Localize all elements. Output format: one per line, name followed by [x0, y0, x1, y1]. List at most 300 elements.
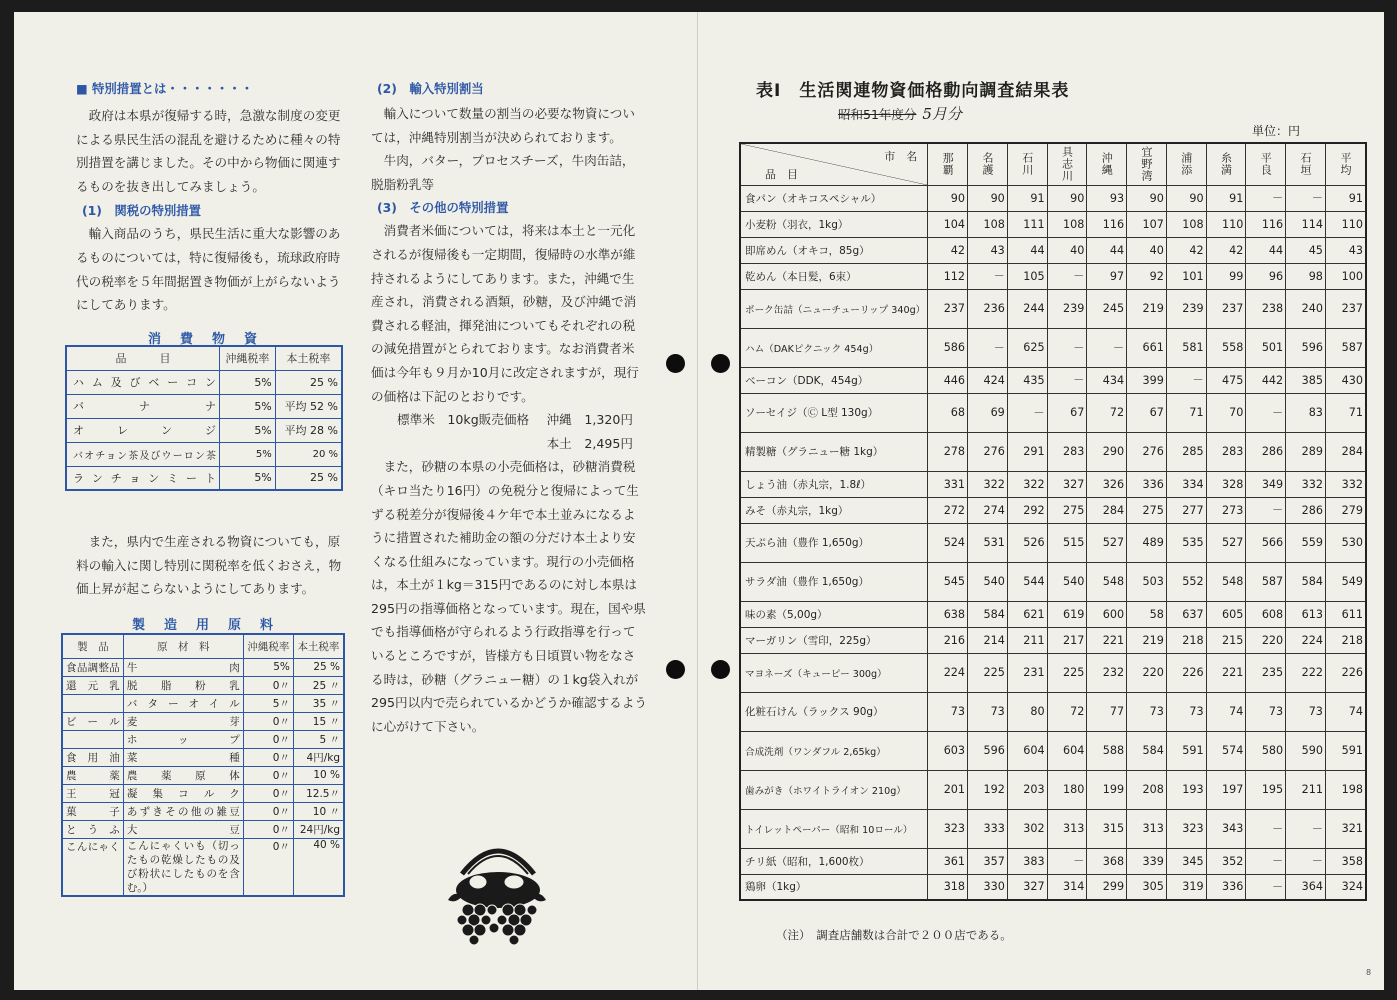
city-header: 石垣 — [1286, 143, 1326, 185]
price-cell: 358 — [1325, 848, 1366, 874]
price-cell: 43 — [968, 237, 1008, 263]
price-cell: 586 — [928, 328, 968, 367]
left-column-1 — [76, 78, 352, 317]
grape-basket-illustration — [442, 830, 554, 952]
price-cell: 285 — [1166, 432, 1206, 471]
price-cell: 67 — [1047, 393, 1087, 432]
price-cell: 108 — [1047, 211, 1087, 237]
city-header: 那覇 — [928, 143, 968, 185]
table1-title: 消 費 物 資 — [147, 332, 260, 347]
price-row — [740, 848, 1366, 874]
item-name-cell: ポーク缶詰（ニューチューリップ 340g） — [740, 289, 928, 328]
price-table-subtitle — [838, 103, 962, 124]
price-cell: － — [1286, 848, 1326, 874]
t2-row — [62, 748, 344, 766]
t2-material-cell: 大豆 — [123, 820, 243, 838]
t2-okinawa-rate-cell: 5〃 — [243, 694, 293, 712]
t2-product-cell: 王冠 — [62, 784, 123, 802]
price-cell: 226 — [1325, 653, 1366, 692]
item-name-cell: みそ（赤丸宗，1kg） — [740, 497, 928, 523]
price-cell: 526 — [1007, 523, 1047, 562]
binder-hole — [711, 354, 730, 373]
t1-item-cell: ランチョンミート — [66, 466, 219, 490]
price-cell: 549 — [1325, 562, 1366, 601]
price-cell: 45 — [1286, 237, 1326, 263]
price-cell: 323 — [1166, 809, 1206, 848]
price-cell: 44 — [1007, 237, 1047, 263]
price-cell: 290 — [1087, 432, 1127, 471]
subsection-1-title: (1) 関税の特別措置 — [82, 203, 202, 219]
city-header: 平良 — [1246, 143, 1286, 185]
t2-row — [62, 712, 344, 730]
left-column-2 — [371, 78, 647, 738]
price-cell: 70 — [1206, 393, 1246, 432]
price-cell: 73 — [1246, 692, 1286, 731]
t2-product-cell: ビール — [62, 712, 123, 730]
subsection-3-title: (3) その他の特別措置 — [377, 200, 509, 216]
price-row — [740, 211, 1366, 237]
city-header: 糸満 — [1206, 143, 1246, 185]
price-cell: 587 — [1246, 562, 1286, 601]
price-cell: － — [1246, 393, 1286, 432]
t2-row — [62, 802, 344, 820]
price-cell: 275 — [1127, 497, 1167, 523]
handwritten-month: 5月分 — [922, 105, 962, 123]
price-cell: 584 — [1286, 562, 1326, 601]
t1-hondo-rate-cell: 25 % — [275, 370, 342, 394]
t1-hondo-rate-cell: 25 % — [275, 466, 342, 490]
price-cell: 604 — [1047, 731, 1087, 770]
price-cell: 40 — [1047, 237, 1087, 263]
price-cell: 368 — [1087, 848, 1127, 874]
price-cell: 221 — [1206, 653, 1246, 692]
price-cell: 339 — [1127, 848, 1167, 874]
price-row — [740, 653, 1366, 692]
price-cell: 90 — [1127, 185, 1167, 211]
price-cell: 217 — [1047, 627, 1087, 653]
price-cell: 104 — [928, 211, 968, 237]
t2-product-cell — [62, 694, 123, 712]
price-cell: 73 — [1127, 692, 1167, 731]
t2-row — [62, 694, 344, 712]
t2-hondo-rate-cell: 15 〃 — [293, 712, 344, 730]
price-cell: 361 — [928, 848, 968, 874]
t2-material-cell: 農薬原体 — [123, 766, 243, 784]
domestic-materials-text: また，県内で生産される物資についても，原料の輸入に関し特別に関税率を低くおさえ，物価上昇が起こらないようにしてあります。 — [76, 534, 342, 597]
price-cell: 225 — [968, 653, 1008, 692]
left-column-1-middle — [76, 530, 352, 601]
t1-row — [66, 394, 342, 418]
price-cell: 279 — [1325, 497, 1366, 523]
price-cell: 237 — [1325, 289, 1366, 328]
price-cell: 545 — [928, 562, 968, 601]
price-cell: 313 — [1047, 809, 1087, 848]
price-cell: 638 — [928, 601, 968, 627]
price-cell: 274 — [968, 497, 1008, 523]
t2-material-cell: バターオイル — [123, 694, 243, 712]
price-cell: 77 — [1087, 692, 1127, 731]
t2-product-cell: こんにゃく — [62, 838, 123, 896]
t2-row — [62, 676, 344, 694]
t1-row — [66, 418, 342, 442]
binder-hole — [711, 660, 730, 679]
price-cell: 116 — [1087, 211, 1127, 237]
t2-hondo-rate-cell: 40 % — [293, 838, 344, 896]
sugar-price-text: また，砂糖の本県の小売価格は，砂糖消費税（キロ当たり16円）の免税分と復帰によって生ずる税差分が復帰後４ケ年で本土並みになるように措置された補助金の額の分だけ本土より安くなる仕組みになっています。現行の小売価格は，本土が１kg＝315円であるのに対し本県は295円の指導価格となっています。現在，国や県でも指導価格が守られるよう行政指導を行っているところですが，皆様方も日頃買い物をなさる時は，砂糖（グラニュー糖）の１kg袋入れが295円以内で売られているかどうか確認するように心がけて下さい。 — [371, 459, 647, 734]
price-cell: － — [1047, 367, 1087, 393]
price-cell: 73 — [1166, 692, 1206, 731]
t2-row — [62, 838, 344, 896]
price-cell: 224 — [1286, 627, 1326, 653]
price-cell: 591 — [1325, 731, 1366, 770]
t2-okinawa-rate-cell: 0〃 — [243, 802, 293, 820]
item-name-cell: 小麦粉（羽衣，1kg） — [740, 211, 928, 237]
price-row — [740, 185, 1366, 211]
price-cell: 336 — [1206, 874, 1246, 900]
price-cell: 284 — [1087, 497, 1127, 523]
price-cell: 90 — [968, 185, 1008, 211]
t2-row — [62, 658, 344, 676]
price-cell: 108 — [968, 211, 1008, 237]
price-cell: 215 — [1206, 627, 1246, 653]
price-cell: 211 — [1286, 770, 1326, 809]
price-cell: 527 — [1206, 523, 1246, 562]
price-cell: 272 — [928, 497, 968, 523]
t2-product-cell: 農薬 — [62, 766, 123, 784]
city-header: 石川 — [1007, 143, 1047, 185]
t2-header-product: 製 品 — [62, 634, 123, 658]
price-cell: 80 — [1007, 692, 1047, 731]
price-cell: － — [1246, 185, 1286, 211]
price-table-title: 表Ⅰ 生活関連物資価格動向調査結果表 — [756, 81, 1070, 101]
price-cell: 90 — [1166, 185, 1206, 211]
price-cell: 323 — [928, 809, 968, 848]
t2-material-cell: 脱脂粉乳 — [123, 676, 243, 694]
t2-row — [62, 784, 344, 802]
price-cell: 424 — [968, 367, 1008, 393]
price-cell: 524 — [928, 523, 968, 562]
price-cell: 42 — [1166, 237, 1206, 263]
price-cell: 69 — [968, 393, 1008, 432]
t2-hondo-rate-cell: 25 % — [293, 658, 344, 676]
binder-hole — [666, 660, 685, 679]
page-number: 8 — [1366, 968, 1372, 977]
city-header: 具志川 — [1047, 143, 1087, 185]
item-name-cell: 味の素（5,00g） — [740, 601, 928, 627]
price-cell: 111 — [1007, 211, 1047, 237]
price-cell: 237 — [1206, 289, 1246, 328]
price-cell: 283 — [1047, 432, 1087, 471]
price-cell: 289 — [1286, 432, 1326, 471]
t2-hondo-rate-cell: 24円/kg — [293, 820, 344, 838]
rice-price-okinawa: 沖縄 1,320円 — [546, 412, 633, 428]
price-cell: 608 — [1246, 601, 1286, 627]
price-cell: 327 — [1007, 874, 1047, 900]
t1-item-cell: バナナ — [66, 394, 219, 418]
price-row — [740, 471, 1366, 497]
price-cell: 43 — [1325, 237, 1366, 263]
city-header: 平均 — [1325, 143, 1366, 185]
t2-hondo-rate-cell: 12.5〃 — [293, 784, 344, 802]
price-cell: 286 — [1286, 497, 1326, 523]
price-cell: 73 — [968, 692, 1008, 731]
price-cell: 97 — [1087, 263, 1127, 289]
price-cell: 501 — [1246, 328, 1286, 367]
price-cell: 222 — [1286, 653, 1326, 692]
price-cell: 100 — [1325, 263, 1366, 289]
t2-material-cell: 凝集コルク — [123, 784, 243, 802]
price-cell: 273 — [1206, 497, 1246, 523]
price-cell: 503 — [1127, 562, 1167, 601]
t2-hondo-rate-cell: 10 % — [293, 766, 344, 784]
price-cell: 244 — [1007, 289, 1047, 328]
price-cell: 328 — [1206, 471, 1246, 497]
t2-row — [62, 820, 344, 838]
t2-material-cell: 菜種 — [123, 748, 243, 766]
price-cell: 625 — [1007, 328, 1047, 367]
price-cell: 604 — [1007, 731, 1047, 770]
price-cell: 203 — [1007, 770, 1047, 809]
t2-product-cell: とうふ — [62, 820, 123, 838]
price-cell: 72 — [1047, 692, 1087, 731]
price-cell: 314 — [1047, 874, 1087, 900]
price-cell: 221 — [1087, 627, 1127, 653]
price-cell: 193 — [1166, 770, 1206, 809]
price-cell: 322 — [968, 471, 1008, 497]
subsection-2-title: (2) 輸入特別割当 — [377, 81, 484, 96]
t1-okinawa-rate-cell: 5% — [219, 370, 275, 394]
price-cell: 220 — [1127, 653, 1167, 692]
item-name-cell: 化粧石けん（ラックス 90g） — [740, 692, 928, 731]
price-cell: 584 — [968, 601, 1008, 627]
t2-okinawa-rate-cell: 0〃 — [243, 676, 293, 694]
price-cell: 558 — [1206, 328, 1246, 367]
price-row — [740, 627, 1366, 653]
price-cell: 580 — [1246, 731, 1286, 770]
price-cell: 91 — [1206, 185, 1246, 211]
price-row — [740, 289, 1366, 328]
price-cell: 198 — [1325, 770, 1366, 809]
price-cell: 208 — [1127, 770, 1167, 809]
price-cell: 544 — [1007, 562, 1047, 601]
price-cell: 72 — [1087, 393, 1127, 432]
price-cell: 530 — [1325, 523, 1366, 562]
price-cell: 291 — [1007, 432, 1047, 471]
price-cell: 313 — [1127, 809, 1167, 848]
item-name-cell: 乾めん（本日髪，6束） — [740, 263, 928, 289]
price-cell: 276 — [1127, 432, 1167, 471]
price-cell: 199 — [1087, 770, 1127, 809]
price-cell: 214 — [968, 627, 1008, 653]
price-cell: 319 — [1166, 874, 1206, 900]
price-row — [740, 237, 1366, 263]
price-cell: 211 — [1007, 627, 1047, 653]
unit-label: 単位：円 — [1252, 124, 1301, 138]
t1-row — [66, 466, 342, 490]
price-cell: 238 — [1246, 289, 1286, 328]
price-cell: 540 — [1047, 562, 1087, 601]
price-cell: 107 — [1127, 211, 1167, 237]
price-cell: 345 — [1166, 848, 1206, 874]
price-cell: 73 — [1286, 692, 1326, 731]
price-cell: 383 — [1007, 848, 1047, 874]
price-cell: 385 — [1286, 367, 1326, 393]
price-cell: 299 — [1087, 874, 1127, 900]
price-cell: 515 — [1047, 523, 1087, 562]
price-row — [740, 692, 1366, 731]
item-name-cell: 鶏卵（1kg） — [740, 874, 928, 900]
price-cell: 535 — [1166, 523, 1206, 562]
price-cell: 574 — [1206, 731, 1246, 770]
item-name-cell: 即席めん（オキコ，85g） — [740, 237, 928, 263]
price-row — [740, 601, 1366, 627]
price-cell: 98 — [1286, 263, 1326, 289]
price-cell: 201 — [928, 770, 968, 809]
price-cell: 197 — [1206, 770, 1246, 809]
price-cell: 275 — [1047, 497, 1087, 523]
price-cell: 91 — [1007, 185, 1047, 211]
price-cell: 364 — [1286, 874, 1326, 900]
price-cell: 40 — [1127, 237, 1167, 263]
price-cell: 116 — [1246, 211, 1286, 237]
t2-header-material: 原 材 料 — [123, 634, 243, 658]
t1-item-cell: バオチョン茶及びウーロン茶 — [66, 442, 219, 466]
corner-item-label: 品 目 — [765, 167, 798, 181]
price-cell: 224 — [928, 653, 968, 692]
item-name-cell: マーガリン（雪印，225g） — [740, 627, 928, 653]
t2-product-cell: 菓子 — [62, 802, 123, 820]
t2-okinawa-rate-cell: 0〃 — [243, 820, 293, 838]
price-cell: 286 — [1246, 432, 1286, 471]
price-cell: － — [1246, 497, 1286, 523]
price-cell: 588 — [1087, 731, 1127, 770]
price-cell: 44 — [1087, 237, 1127, 263]
city-header: 名護 — [968, 143, 1008, 185]
price-cell: 219 — [1127, 289, 1167, 328]
t2-row — [62, 766, 344, 784]
price-cell: 92 — [1127, 263, 1167, 289]
t2-hondo-rate-cell: 25 〃 — [293, 676, 344, 694]
price-cell: 237 — [928, 289, 968, 328]
price-cell: 613 — [1286, 601, 1326, 627]
price-cell: 322 — [1007, 471, 1047, 497]
price-cell: 245 — [1087, 289, 1127, 328]
price-cell: － — [1047, 328, 1087, 367]
t1-okinawa-rate-cell: 5% — [219, 466, 275, 490]
price-cell: 99 — [1206, 263, 1246, 289]
price-cell: 114 — [1286, 211, 1326, 237]
manufacturing-materials-tariff-table — [61, 633, 345, 897]
price-cell: 605 — [1206, 601, 1246, 627]
price-row — [740, 393, 1366, 432]
price-cell: 283 — [1206, 432, 1246, 471]
item-name-cell: トイレットペーパー（昭和 10ロール） — [740, 809, 928, 848]
t1-item-cell: ハム及びベーコン — [66, 370, 219, 394]
price-cell: 58 — [1127, 601, 1167, 627]
t2-material-cell: 牛肉 — [123, 658, 243, 676]
price-cell: 91 — [1325, 185, 1366, 211]
right-page — [698, 12, 1384, 990]
price-cell: 315 — [1087, 809, 1127, 848]
price-cell: 552 — [1166, 562, 1206, 601]
item-name-cell: 歯みがき（ホワイトライオン 210g） — [740, 770, 928, 809]
consumer-goods-tariff-table — [65, 345, 343, 491]
price-cell: 110 — [1325, 211, 1366, 237]
subsection-2-text: 輸入について数量の割当の必要な物資については，沖縄特別割当が決められております。 — [371, 106, 635, 145]
t2-product-cell — [62, 730, 123, 748]
fiscal-year-label: 昭和51年度分 — [838, 107, 917, 122]
price-cell: 357 — [968, 848, 1008, 874]
price-cell: 326 — [1087, 471, 1127, 497]
t1-header-hondo: 本土税率 — [275, 346, 342, 370]
price-cell: 587 — [1325, 328, 1366, 367]
item-name-cell: ベーコン（DDK，454g） — [740, 367, 928, 393]
price-cell: 74 — [1206, 692, 1246, 731]
rice-price-label: 標準米 10kg販売価格 — [397, 412, 530, 428]
price-cell: － — [1286, 185, 1326, 211]
price-cell: 584 — [1127, 731, 1167, 770]
t2-product-cell: 還元乳 — [62, 676, 123, 694]
item-name-cell: 天ぷら油（豊作 1,650g） — [740, 523, 928, 562]
price-cell: 603 — [928, 731, 968, 770]
price-cell: 42 — [1206, 237, 1246, 263]
price-cell: 44 — [1246, 237, 1286, 263]
price-cell: 101 — [1166, 263, 1206, 289]
price-cell: 302 — [1007, 809, 1047, 848]
t2-material-cell: 麦芽 — [123, 712, 243, 730]
price-cell: 68 — [928, 393, 968, 432]
subsection-3-text: 消費者米価については，将来は本土と一元化されるが復帰後も一定期間，復帰時の水準が維持されるようにしてあります。また，沖縄で生産され，消費される酒類，砂糖，及び沖縄で消費される軽油，揮発油についてもそれぞれの税の減免措置がとられております。なお消費者米価は今年も９月か10月に改定されますが，現行の価格は下記のとおりです。 — [371, 223, 639, 404]
t2-okinawa-rate-cell: 0〃 — [243, 712, 293, 730]
t2-row — [62, 730, 344, 748]
price-row — [740, 367, 1366, 393]
price-cell: 333 — [968, 809, 1008, 848]
price-row — [740, 874, 1366, 900]
t1-item-cell: オレンジ — [66, 418, 219, 442]
price-cell: 239 — [1047, 289, 1087, 328]
t2-okinawa-rate-cell: 0〃 — [243, 730, 293, 748]
price-cell: 527 — [1087, 523, 1127, 562]
price-cell: 218 — [1325, 627, 1366, 653]
price-row — [740, 328, 1366, 367]
price-cell: 110 — [1206, 211, 1246, 237]
t1-okinawa-rate-cell: 5% — [219, 442, 275, 466]
price-cell: 434 — [1087, 367, 1127, 393]
price-cell: 600 — [1087, 601, 1127, 627]
price-row — [740, 263, 1366, 289]
price-cell: 435 — [1007, 367, 1047, 393]
price-cell: 548 — [1087, 562, 1127, 601]
price-cell: 321 — [1325, 809, 1366, 848]
t2-hondo-rate-cell: 10 〃 — [293, 802, 344, 820]
price-cell: 442 — [1246, 367, 1286, 393]
price-cell: 611 — [1325, 601, 1366, 627]
intro-text: 政府は本県が復帰する時，急激な制度の変更による県民生活の混乱を避けるために種々の特別措置を講じました。その中から物価に関連するものを抜き出してみましょう。 — [76, 108, 341, 194]
price-cell: － — [968, 263, 1008, 289]
price-cell: 239 — [1166, 289, 1206, 328]
price-cell: － — [1246, 809, 1286, 848]
price-cell: 276 — [968, 432, 1008, 471]
price-cell: － — [1166, 367, 1206, 393]
price-cell: 180 — [1047, 770, 1087, 809]
t2-okinawa-rate-cell: 0〃 — [243, 784, 293, 802]
left-page — [14, 12, 698, 990]
price-cell: 219 — [1127, 627, 1167, 653]
price-cell: 596 — [1286, 328, 1326, 367]
city-header: 浦添 — [1166, 143, 1206, 185]
price-cell: 343 — [1206, 809, 1246, 848]
price-cell: 475 — [1206, 367, 1246, 393]
